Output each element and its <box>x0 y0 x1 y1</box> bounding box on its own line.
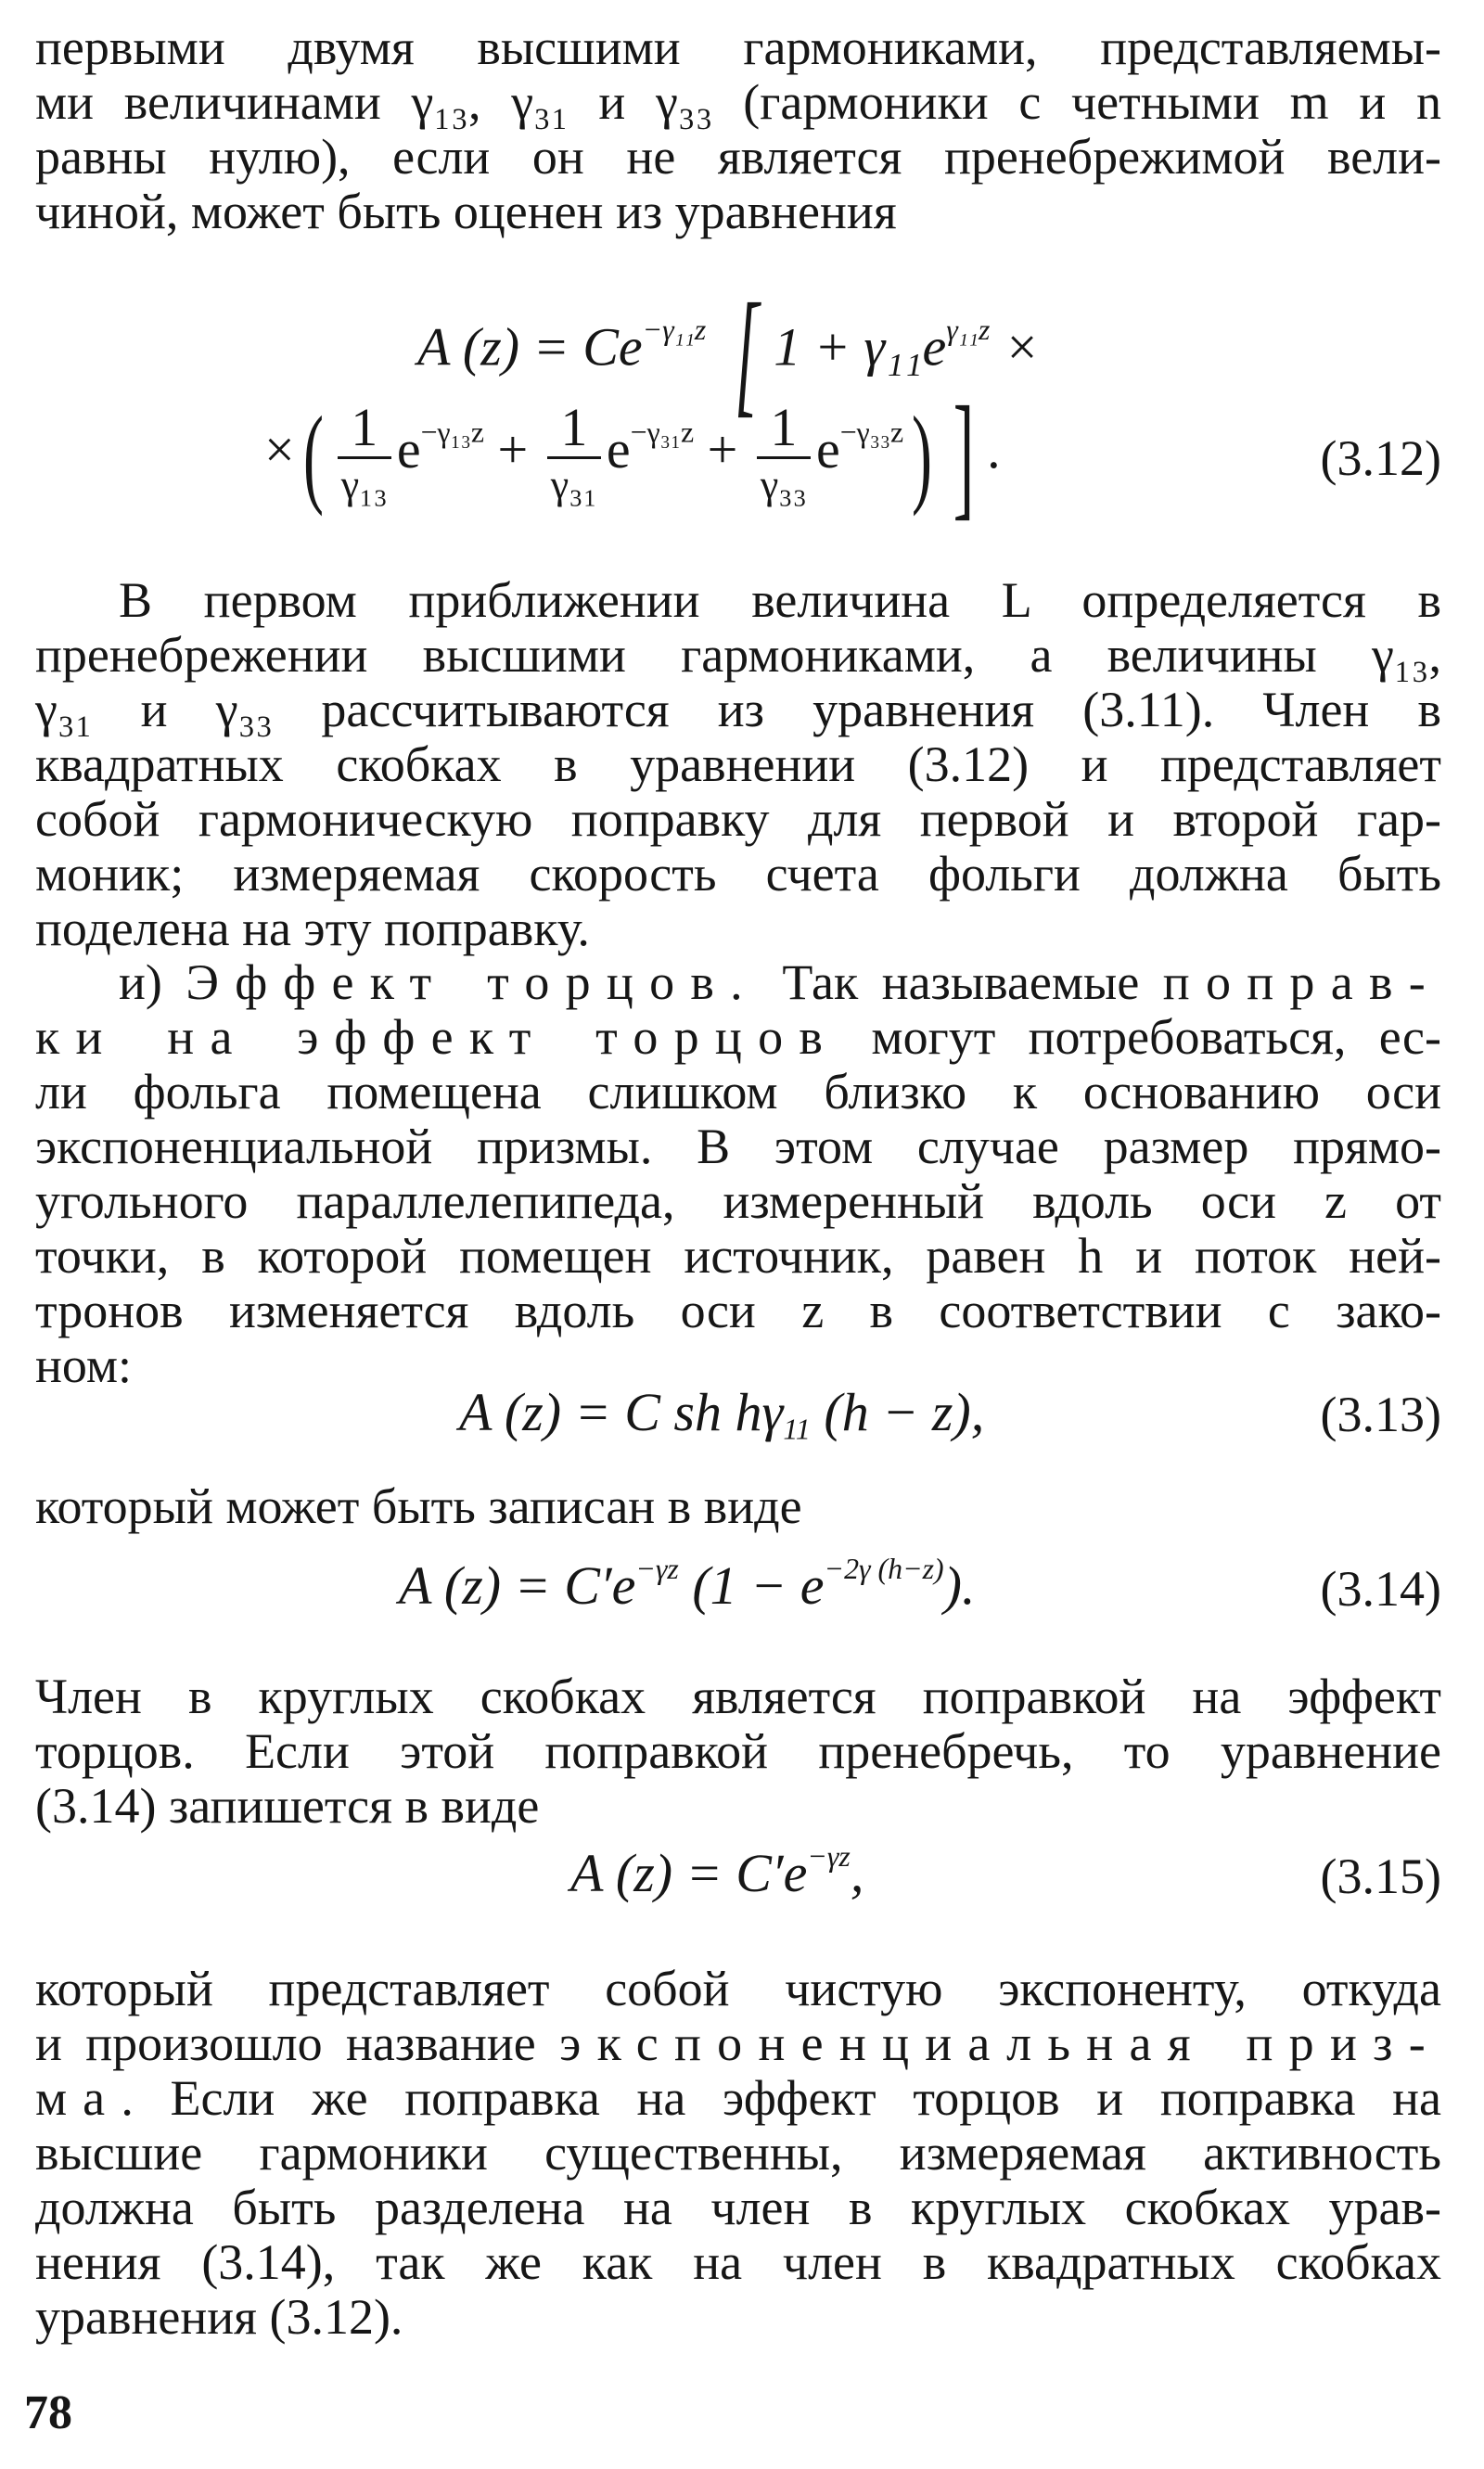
equation-3-15: A $(z) = C'e^{-\gamma z}$, <box>570 1839 864 1903</box>
paragraph-first-approximation <box>35 573 1441 956</box>
text-line: ма. Если же поправка на эффект торцов и поправка на <box>35 2070 1441 2126</box>
section-heading: Эффект торцов. <box>186 954 759 1010</box>
text-line: угольного параллелепипеда, измеренный вдоль оси z от <box>35 1173 1441 1229</box>
text-line: который может быть записан в виде <box>35 1478 802 1534</box>
text-line: точки, в которой помещен источник, равен h и поток ней- <box>35 1228 1441 1284</box>
text-line: который представляет собой чистую экспоненту, откуда <box>35 1961 1441 2016</box>
paragraph-intro <box>35 20 1441 239</box>
text-line: В первом приближении величина L определяется в <box>119 572 1441 628</box>
text-line: торцов. Если этой поправкой пренебречь, то уравнение <box>35 1723 1441 1779</box>
text-line: ли фольга помещена слишком близко к основанию оси <box>35 1064 1441 1119</box>
text-line: моник; измеряемая скорость счета фольги должна быть <box>35 846 1441 902</box>
text-line: γ₃₁ и γ₃₃ рассчитываются из уравнения (3.11). Член в <box>35 682 1441 737</box>
text-line: нения (3.14), так же как на член в квадратных скобках <box>35 2234 1441 2290</box>
text-line: чиной, может быть оценен из уравнения <box>35 184 897 239</box>
text-line: должна быть разделена на член в круглых скобках урав- <box>35 2180 1441 2235</box>
equation-number: (3.15) <box>1320 1849 1441 1904</box>
text-line: квадратных скобках в уравнении (3.12) и представляет <box>35 736 1441 792</box>
text-line: и произошло название экспоненциальная приз- <box>35 2015 1441 2071</box>
page-number: 78 <box>24 2386 72 2439</box>
paragraph-pure-exponent <box>35 1962 1441 2345</box>
term-emphasis: ки на эффект торцов <box>35 1009 839 1065</box>
text-line: поделена на эту поправку. <box>35 901 590 956</box>
text-line: экспоненциальной призмы. В этом случае размер прямо- <box>35 1119 1441 1174</box>
text-line: Член в круглых скобках является поправкой на эффект <box>35 1669 1441 1724</box>
text-line: высшие гармоники существенны, измеряемая активность <box>35 2125 1441 2181</box>
text-line: ми величинами γ₁₃, γ₃₁ и γ₃₃ (гармоники с четными m и n <box>35 74 1441 130</box>
text-line: и) Эффект торцов. Так называемые поправ- <box>119 954 1441 1010</box>
text-line: уравнения (3.12). <box>35 2289 403 2345</box>
equation-3-14: A $(z) = C'e^{-\gamma z}$ $(1 - e^{-2\gamma (h-z)})$. <box>399 1552 976 1616</box>
text-line: пренебрежении высшими гармониками, а величины γ₁₃, <box>35 627 1441 683</box>
left-bracket: [ <box>734 275 760 429</box>
right-bracket: ] <box>953 377 975 532</box>
text-line: собой гармоническую поправку для первой и второй гар- <box>35 791 1441 847</box>
equation-number: (3.14) <box>1320 1561 1441 1617</box>
text-line: первыми двумя высшими гармониками, представляемы- <box>35 19 1441 75</box>
text-line: ки на эффект торцов могут потребоваться, ес- <box>35 1009 1441 1065</box>
equation-3-12-line2: ×( $\frac{1}{\text{γ₁₃}}$ $e^{-\gamma_{13}z}$ + $\frac{1}{\text{γ₃₁}}$ $e^{-\gamma_{31}z}$ + $\frac{1}{\text{γ₃₃}}$ $e^{-\gamma_{33}z}$) ] . <box>264 377 1001 532</box>
paragraph-written-as <box>35 1479 1441 1534</box>
paragraph-round-brackets <box>35 1669 1441 1834</box>
equation-number: (3.12) <box>1320 430 1441 486</box>
equation-3-12-line1: A $(z) = Ce^{-\gamma_{11}z}$ [ $1 + \gamma_{11}e^{\gamma_{11}z}$ × <box>417 275 1041 429</box>
equation-number: (3.13) <box>1320 1387 1441 1442</box>
term-emphasis: экспоненциальная приз- <box>559 2015 1441 2071</box>
equation-3-13: A (z) = C sh $h\gamma_{11}$ (h − z), <box>459 1382 985 1446</box>
text-line: тронов изменяется вдоль оси z в соответствии с зако- <box>35 1283 1441 1338</box>
text-line: равны нулю), если он не является пренебрежимой вели- <box>35 129 1441 185</box>
text-line: ном: <box>35 1337 133 1393</box>
text-line: (3.14) запишется в виде <box>35 1778 540 1834</box>
paragraph-end-effect <box>35 955 1441 1393</box>
